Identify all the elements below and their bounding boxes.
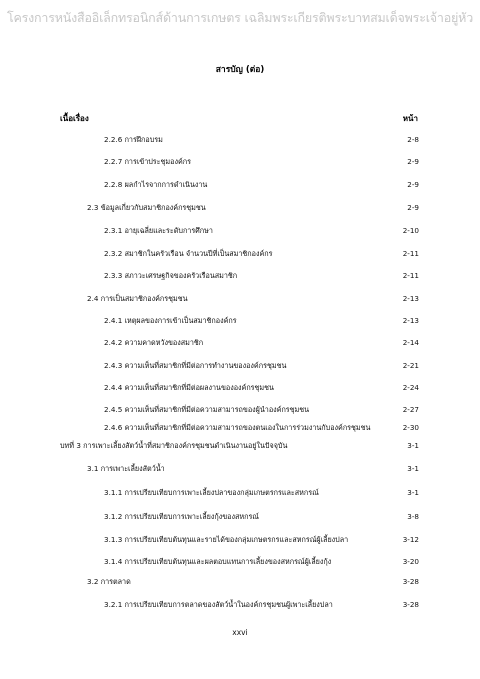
toc-row	[0, 135, 480, 149]
toc-entry-page: 3-12	[402, 535, 419, 544]
toc-entry-text: 2.3 ข้อมูลเกี่ยวกับสมาชิกองค์กรชุมชน	[87, 203, 206, 212]
page-number: xxvi	[232, 628, 248, 637]
toc-entry-page: 2-11	[402, 271, 419, 280]
toc-row	[0, 249, 480, 263]
toc-row	[0, 557, 480, 571]
toc-entry-page: 2-10	[402, 226, 419, 235]
toc-row	[0, 464, 480, 478]
toc-row	[0, 294, 480, 308]
toc-row	[0, 577, 480, 591]
header-banner: โครงการหนังสืออิเล็กทรอนิกส์ด้านการเกษตร เฉลิมพระเกียรติพระบาทสมเด็จพระเจ้าอยู่หัว	[6, 10, 474, 25]
toc-entry-page: 3-1	[407, 488, 419, 497]
toc-entry-text: 3.1.3 การเปรียบเทียบต้นทุนและรายได้ของกลุ่มเกษตรกรและสหกรณ์ผู้เลี้ยงปลา	[104, 535, 349, 544]
toc-row	[0, 157, 480, 171]
toc-entry-text: 3.1 การเพาะเลี้ยงสัตว์น้ำ	[87, 464, 165, 473]
toc-entry-text: 2.2.6 การฝึกอบรม	[104, 135, 163, 144]
toc-entry-text: บทที่ 3 การเพาะเลี้ยงสัตว์น้ำที่สมาชิกองค์กรชุมชนดำเนินงานอยู่ในปัจจุบัน	[60, 441, 288, 450]
toc-entry-text: 2.4.2 ความคาดหวังของสมาชิก	[104, 338, 204, 347]
toc-entry-text: 2.4.1 เหตุผลของการเข้าเป็นสมาชิกองค์กร	[104, 316, 237, 325]
toc-entry-page: 3-1	[407, 441, 419, 450]
toc-row	[0, 535, 480, 549]
toc-entry-text: 2.4.5 ความเห็นที่สมาชิกที่มีต่อความสามารถของผู้นำองค์กรชุมชน	[104, 405, 310, 414]
toc-row	[0, 271, 480, 285]
toc-entry-text: 3.1.2 การเปรียบเทียบการเพาะเลี้ยงกุ้งของสหกรณ์	[104, 512, 259, 521]
toc-row	[0, 441, 480, 455]
toc-row	[0, 488, 480, 502]
toc-entry-text: 2.4.6 ความเห็นที่สมาชิกที่มีต่อความสามารถของตนเองในการร่วมงานกับองค์กรชุมชน	[104, 423, 371, 432]
toc-entry-text: 3.2 การตลาด	[87, 577, 131, 586]
toc-row	[0, 383, 480, 397]
toc-entry-text: 2.3.2 สมาชิกในครัวเรือน จำนวนปีที่เป็นสมาชิกองค์กร	[104, 249, 273, 258]
toc-entry-text: 2.3.1 อายุเฉลี่ยและระดับการศึกษา	[104, 226, 213, 235]
toc-entry-page: 2-14	[402, 338, 419, 347]
toc-entry-page: 2-9	[407, 203, 419, 212]
toc-entry-page: 3-20	[402, 557, 419, 566]
toc-row	[0, 361, 480, 375]
toc-entry-text: 2.4.3 ความเห็นที่สมาชิกที่มีต่อการทำงานขององค์กรชุมชน	[104, 361, 287, 370]
toc-entry-text: 3.2.1 การเปรียบเทียบการตลาดของสัตว์น้ำในองค์กรชุมชนผู้เพาะเลี้ยงปลา	[104, 600, 333, 609]
toc-row	[0, 180, 480, 194]
toc-row	[0, 405, 480, 419]
toc-row	[0, 512, 480, 526]
toc-entry-text: 2.2.8 ผลกำไรจากการดำเนินงาน	[104, 180, 208, 189]
toc-entry-page: 2-24	[402, 383, 419, 392]
toc-row	[0, 226, 480, 240]
toc-entry-page: 2-13	[402, 316, 419, 325]
toc-entry-page: 3-28	[402, 600, 419, 609]
toc-entry-page: 3-1	[407, 464, 419, 473]
toc-row	[0, 203, 480, 217]
toc-row	[0, 423, 480, 437]
contents-column-header: เนื้อเรื่อง	[60, 114, 89, 123]
toc-entry-text: 2.4 การเป็นสมาชิกองค์กรชุมชน	[87, 294, 188, 303]
toc-entry-text: 2.4.4 ความเห็นที่สมาชิกที่มีต่อผลงานขององค์กรชุมชน	[104, 383, 274, 392]
toc-row	[0, 338, 480, 352]
page-column-header: หน้า	[402, 114, 418, 123]
toc-entry-text: 2.2.7 การเข้าประชุมองค์กร	[104, 157, 191, 166]
toc-entry-text: 3.1.4 การเปรียบเทียบต้นทุนและผลตอบแทนการเลี้ยงของสหกรณ์ผู้เลี้ยงกุ้ง	[104, 557, 332, 566]
toc-entry-text: 2.3.3 สภาวะเศรษฐกิจของครัวเรือนสมาชิก	[104, 271, 238, 280]
toc-entry-page: 2-9	[407, 180, 419, 189]
toc-row	[0, 600, 480, 614]
toc-entry-page: 3-28	[402, 577, 419, 586]
toc-entry-page: 2-9	[407, 157, 419, 166]
toc-entry-page: 2-30	[402, 423, 419, 432]
toc-entry-page: 2-21	[402, 361, 419, 370]
page-title: สารบัญ (ต่อ)	[215, 65, 265, 75]
toc-entry-page: 2-27	[402, 405, 419, 414]
toc-entry-text: 3.1.1 การเปรียบเทียบการเพาะเลี้ยงปลาของกลุ่มเกษตรกรและสหกรณ์	[104, 488, 319, 497]
toc-entry-page: 2-11	[402, 249, 419, 258]
toc-entry-page: 2-13	[402, 294, 419, 303]
toc-entry-page: 2-8	[407, 135, 419, 144]
toc-row	[0, 316, 480, 330]
toc-entry-page: 3-8	[407, 512, 419, 521]
